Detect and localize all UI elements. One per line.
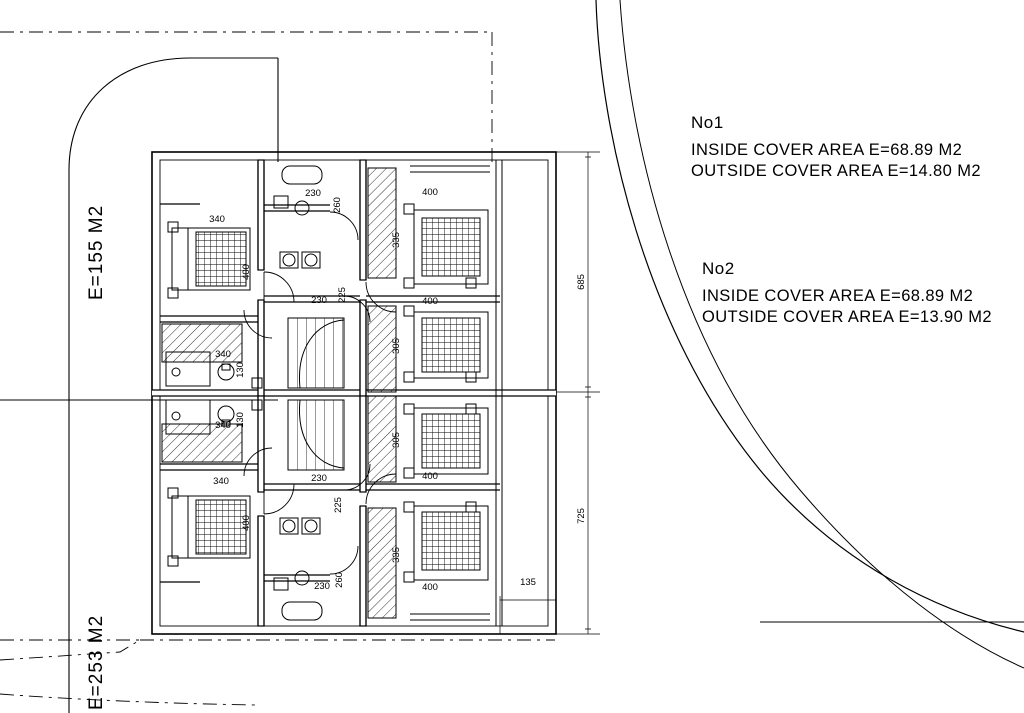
bed-lower-left [168,488,250,566]
dim-corridor-top: 230 [311,295,327,306]
legend-no1-outside: OUTSIDE COVER AREA E=14.80 M2 [691,162,981,180]
dim-corridor-bottom-v: 225 [333,497,344,513]
dim-room-top-right: 400 [422,187,438,198]
bath-lower [274,518,322,620]
area-label-upper-left: E=155 M2 [86,204,107,300]
dim-room-lower-right: 400 [422,471,438,482]
bed-lower-right-b [404,502,488,582]
dim-room-lower-right-v: 305 [391,432,402,448]
bed-upper-right-b [404,306,488,382]
dim-bed-bot-left-v: 400 [241,515,252,531]
dim-bed-top-left-v: 400 [241,264,252,280]
dim-corridor-top-v: 225 [337,287,348,303]
dim-wc-upper-v: 130 [235,362,246,378]
dim-room-upper-right: 400 [422,296,438,307]
bed-upper-left [168,222,250,298]
dim-right-offset: 135 [520,577,536,588]
dim-room-top-right-v: 335 [391,232,402,248]
furniture-upper [162,166,490,392]
bed-lower-right-a [404,404,488,478]
dim-bath-top-v: 260 [332,197,343,213]
dim-bath-bottom-v: 260 [334,572,345,588]
legend-no2-outside: OUTSIDE COVER AREA E=13.90 M2 [702,308,992,326]
dim-room-bottom-right-v: 335 [391,547,402,563]
dim-bath-top: 230 [305,188,321,199]
legend-no1 [691,113,981,182]
legend-no1-title: No1 [691,113,724,132]
legend-no2-title: No2 [702,259,735,278]
stair-lower [288,400,344,470]
legend-no2 [702,259,992,328]
dim-overall-upper: 685 [576,274,587,290]
dim-bath-bottom: 230 [314,581,330,592]
stair-upper [288,318,344,388]
dim-bath-mid-lower: 340 [215,420,231,431]
dim-bath-mid-upper: 340 [215,349,231,360]
bath-upper [274,166,322,268]
dim-bed-bot-left: 340 [213,476,229,487]
dim-wc-lower-v: 130 [235,412,246,428]
dim-overall-lower: 725 [576,508,587,524]
area-label-lower-left: E=253 M2 [86,614,107,710]
dim-room-bottom-right: 400 [422,582,438,593]
bed-upper-right-a [404,204,488,288]
dim-bed-top-left: 340 [209,214,225,225]
dim-room-upper-right-v: 305 [391,338,402,354]
legend-no1-inside: INSIDE COVER AREA E=68.89 M2 [691,141,963,159]
dim-corridor-bottom: 230 [311,473,327,484]
legend-no2-inside: INSIDE COVER AREA E=68.89 M2 [702,287,974,305]
